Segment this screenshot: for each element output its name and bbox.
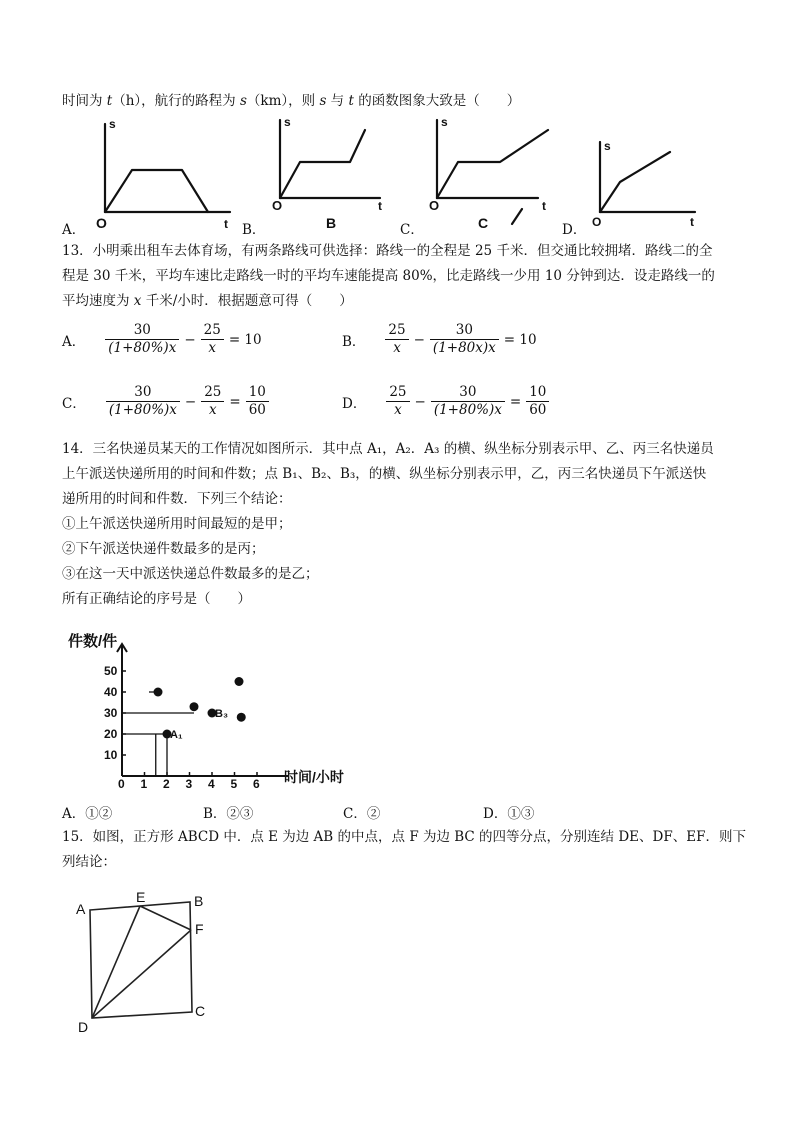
x-tick-label: 2	[163, 777, 170, 791]
fraction: $\frac{25}{x}$	[386, 384, 409, 419]
q14-conclusion-3: ③在这一天中派送快递总件数最多的是乙；	[62, 566, 319, 582]
y-tick-label: 30	[104, 706, 118, 720]
point-label: B₃	[215, 708, 229, 720]
graph-a-y-label: s	[109, 117, 116, 131]
q13-line-1: 13．小明乘出租车去体育场，有两条路线可供选择：路线一的全程是 25 千米．但交通比较拥堵．路线二的全	[62, 243, 713, 259]
fraction: $\frac{10}{60}$	[526, 384, 549, 419]
fraction: $\frac{25}{x}$	[201, 384, 224, 419]
q14-line-2: 上午派送快递所用的时间和件数；点 B₁、B₂、B₃，的横、纵坐标分别表示甲，乙，丙三名快递员下午派送快	[62, 466, 707, 482]
graph-b-x-label: t	[378, 199, 382, 213]
q12-stem: 时间为 t（h），航行的路程为 s（km），则 s 与 t 的函数图象大致是（ ）	[62, 93, 521, 109]
segment-de	[92, 906, 140, 1018]
q12-option-d[interactable]: D．	[562, 222, 587, 238]
graph-c-origin: O	[429, 198, 440, 213]
segment-ef	[140, 906, 191, 930]
data-point	[190, 702, 199, 711]
x-tick-label: 4	[208, 777, 215, 791]
q13-option-b[interactable]: B． $\frac{25}{x}$ − $\frac{30}{(1+80x)x}$ = 10	[342, 322, 537, 356]
graph-d-origin: O	[592, 215, 602, 229]
x-tick-label: 3	[185, 777, 193, 791]
label-b: B	[194, 893, 204, 909]
graph-a-origin: O	[96, 215, 107, 231]
q14-conclusion-2: ②下午派送快递件数最多的是丙；	[62, 541, 265, 557]
x-tick-label: 5	[230, 777, 238, 791]
q13-line-2: 程是 30 千米，平均车速比走路线一时的平均车速能提高 80%，比走路线一少用 10 分钟到达．设走路线一的	[62, 268, 715, 284]
q14-option-a[interactable]: A．①②	[62, 806, 113, 822]
chart-y-label: 件数/件	[68, 633, 118, 650]
data-point	[237, 713, 246, 722]
q14-chart	[62, 624, 382, 794]
y-tick-label: 10	[104, 748, 118, 762]
q12-option-c[interactable]: C．	[400, 222, 424, 238]
fraction: $\frac{30}{(1+80x)x}$	[430, 322, 499, 357]
fraction: $\frac{30}{(1+80\%)x}$	[105, 322, 179, 357]
q12-option-b[interactable]: B．	[242, 222, 266, 238]
fraction: $\frac{25}{x}$	[385, 322, 408, 357]
q14-option-d[interactable]: D．①③	[483, 806, 535, 822]
graph-a	[105, 124, 230, 212]
q14-conclusion-1: ①上午派送快递所用时间最短的是甲；	[62, 516, 292, 532]
chart-x-label: 时间/小时	[284, 769, 344, 785]
data-point	[235, 677, 244, 686]
q13-option-d[interactable]: D． $\frac{25}{x}$ − $\frac{30}{(1+80\%)x}$ = $\frac{10}{60}$	[342, 384, 551, 419]
graph-a-x-label: t	[224, 217, 228, 231]
q15-figure	[70, 890, 230, 1040]
q13-option-a[interactable]: A． $\frac{30}{(1+80\%)x}$ − $\frac{25}{x}$ = 10	[62, 322, 262, 356]
x-tick-label: 0	[118, 777, 125, 791]
data-point	[154, 688, 163, 697]
q13-line-3: 平均速度为 x 千米/小时．根据题意可得（ ）	[62, 293, 353, 309]
q15-line-1: 15．如图，正方形 ABCD 中．点 E 为边 AB 的中点，点 F 为边 BC 的四等分点，分别连结 DE、DF、EF．则下	[62, 829, 746, 845]
y-tick-label: 20	[104, 727, 118, 741]
graph-d	[600, 142, 695, 212]
q14-ask: 所有正确结论的序号是（ ）	[62, 591, 251, 607]
label-e: E	[136, 890, 146, 905]
graph-c-x-label: t	[542, 199, 546, 213]
segment-df	[92, 930, 191, 1018]
graph-d-y-label: s	[604, 139, 611, 153]
q14-line-3: 递所用的时间和件数．下列三个结论：	[62, 491, 292, 507]
x-tick-label: 6	[253, 777, 260, 791]
square-abcd	[90, 902, 192, 1018]
y-tick-label: 40	[104, 685, 118, 699]
q12-option-a[interactable]: A．	[62, 222, 86, 238]
q14-option-b[interactable]: B．②③	[203, 806, 254, 822]
graph-d-x-label: t	[690, 215, 694, 229]
fraction: $\frac{30}{(1+80\%)x}$	[106, 384, 180, 419]
graph-b-y-label: s	[284, 115, 291, 129]
point-label: A₁	[170, 729, 183, 741]
label-c: C	[195, 1003, 206, 1019]
label-f: F	[195, 921, 204, 937]
graph-b-letter: B	[326, 215, 337, 231]
label-d: D	[78, 1019, 89, 1035]
graph-b-origin: O	[272, 198, 283, 213]
q14-line-1: 14．三名快递员某天的工作情况如图所示．其中点 A₁，A₂．A₃ 的横、纵坐标分别表示甲、乙、丙三名快递员	[62, 441, 714, 457]
fraction: $\frac{30}{(1+80\%)x}$	[431, 384, 505, 419]
fraction: $\frac{25}{x}$	[201, 322, 224, 357]
x-tick-label: 1	[140, 777, 148, 791]
graph-b	[280, 120, 380, 198]
q15-line-2: 列结论：	[62, 854, 116, 870]
graph-c-letter: C	[478, 215, 489, 231]
graph-c-y-label: s	[441, 115, 448, 129]
graph-c	[437, 120, 548, 224]
q13-option-c[interactable]: C． $\frac{30}{(1+80\%)x}$ − $\frac{25}{x}$ = $\frac{10}{60}$	[62, 384, 271, 419]
y-tick-label: 50	[104, 664, 118, 678]
q14-option-c[interactable]: C．②	[343, 806, 381, 822]
fraction: $\frac{10}{60}$	[246, 384, 269, 419]
label-a: A	[76, 901, 86, 917]
